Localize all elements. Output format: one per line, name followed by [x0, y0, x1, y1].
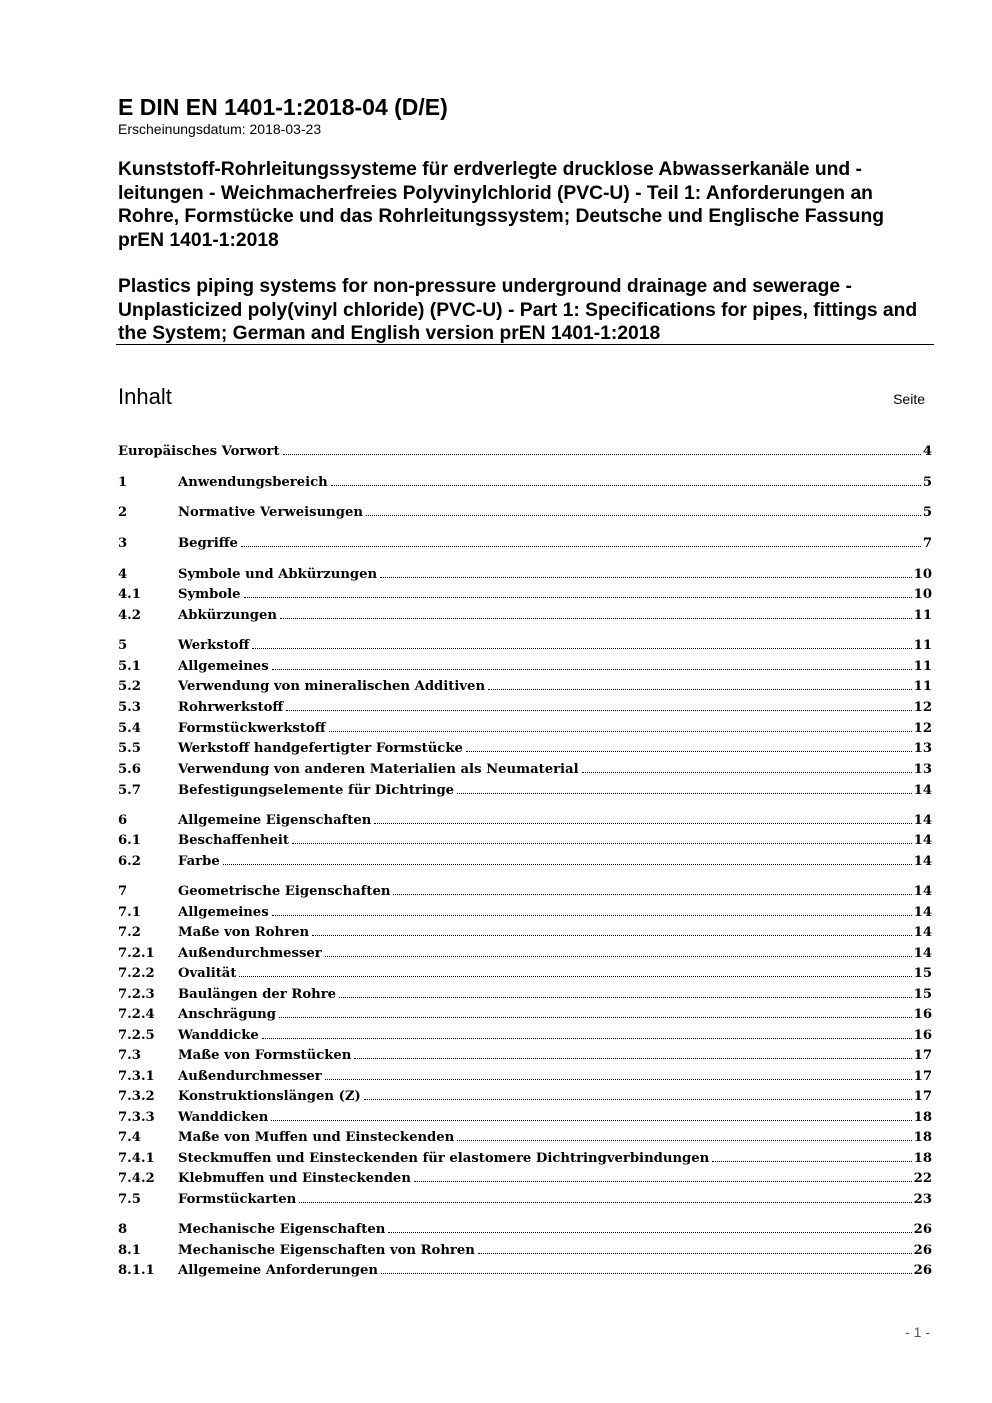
toc-entry-title: Wanddicke — [178, 1028, 259, 1043]
toc-entry[interactable] — [118, 849, 932, 869]
toc-entry-page: 14 — [913, 813, 932, 828]
toc-entry-title: Klebmuffen und Einsteckenden — [178, 1171, 411, 1186]
toc-entry-page: 16 — [913, 1028, 932, 1043]
toc-entry[interactable] — [118, 439, 932, 459]
toc-entry-page: 14 — [913, 854, 932, 869]
toc-entry-title: Abkürzungen — [178, 608, 277, 623]
toc-entry-number: 8 — [118, 1222, 128, 1237]
toc-entry[interactable] — [118, 1043, 932, 1063]
toc-entry[interactable] — [118, 1217, 932, 1237]
toc-leader-dots — [244, 596, 912, 598]
toc-entry-title: Verwendung von mineralischen Additiven — [178, 679, 486, 694]
toc-entry-number: 5.6 — [118, 762, 141, 777]
toc-entry[interactable] — [118, 757, 932, 777]
toc-leader-dots — [374, 822, 911, 824]
toc-leader-dots — [414, 1180, 912, 1182]
toc-entry[interactable] — [118, 1002, 932, 1022]
toc-entry-page: 15 — [913, 966, 932, 981]
title-german: Kunststoff-Rohrleitungssysteme für erdverlegte drucklose Abwasserkanäle und -leitungen - Weichmacherfreies Polyvinylchlorid (PVC-U) - Teil 1: Anforderungen an Rohre, Formstücke und das Rohrleitungssystem; Deutsche und Englische Fassung prEN 1401-1:2018 — [118, 159, 885, 251]
toc-entry-title: Steckmuffen und Einsteckenden für elastomere Dichtringverbindungen — [178, 1151, 710, 1166]
toc-entry-page: 18 — [913, 1130, 932, 1145]
toc-entry-page: 14 — [913, 905, 932, 920]
toc-entry-number: 7.2 — [118, 925, 141, 940]
toc-entry-title: Außendurchmesser — [178, 1069, 322, 1084]
toc-entry-title: Befestigungselemente für Dichtringe — [178, 783, 455, 798]
toc-entry-title: Symbole und Abkürzungen — [178, 567, 378, 582]
toc-entry[interactable] — [118, 674, 932, 694]
toc-entry-page: 11 — [913, 608, 932, 623]
toc-entry-number: 8.1.1 — [118, 1263, 155, 1278]
toc-entry-page: 13 — [913, 762, 932, 777]
toc-entry[interactable] — [118, 531, 932, 551]
toc-entry-number: 7.3.3 — [118, 1110, 155, 1125]
toc-entry-page: 13 — [913, 741, 932, 756]
toc-leader-dots — [280, 617, 912, 619]
toc-leader-dots — [292, 842, 912, 844]
toc-entry-page: 7 — [922, 536, 932, 551]
toc-entry-page: 26 — [913, 1222, 932, 1237]
toc-entry-title: Verwendung von anderen Materialien als Neumaterial — [178, 762, 579, 777]
toc-entry-page: 18 — [913, 1151, 932, 1166]
toc-entry-page: 5 — [922, 505, 932, 520]
toc-entry-page: 14 — [913, 946, 932, 961]
toc-entry-page: 5 — [922, 475, 932, 490]
toc-entry-number: 6.1 — [118, 833, 141, 848]
toc-entry[interactable] — [118, 808, 932, 828]
toc-entry-number: 4.1 — [118, 587, 141, 602]
toc-entry[interactable] — [118, 1166, 932, 1186]
toc-entry[interactable] — [118, 982, 932, 1002]
toc-leader-dots — [381, 1272, 912, 1274]
toc-entry-title: Europäisches Vorwort — [118, 444, 280, 459]
toc-entry-title: Allgemeines — [178, 659, 269, 674]
toc-entry[interactable] — [118, 1146, 932, 1166]
toc-entry-title: Begriffe — [178, 536, 238, 551]
toc-entry[interactable] — [118, 562, 932, 582]
toc-entry-number: 5.3 — [118, 700, 141, 715]
toc-entry[interactable] — [118, 828, 932, 848]
toc-entry-page: 14 — [913, 884, 932, 899]
toc-entry-number: 7.3.2 — [118, 1089, 155, 1104]
toc-entry-title: Rohrwerkstoff — [178, 700, 284, 715]
toc-entry[interactable] — [118, 1023, 932, 1043]
toc-entry[interactable] — [118, 900, 932, 920]
toc-entry-title: Mechanische Eigenschaften von Rohren — [178, 1243, 475, 1258]
toc-entry-title: Allgemeine Eigenschaften — [178, 813, 372, 828]
toc-leader-dots — [272, 668, 912, 670]
toc-entry-title: Anwendungsbereich — [178, 475, 328, 490]
toc-entry-number: 8.1 — [118, 1243, 141, 1258]
toc-entry[interactable] — [118, 1084, 932, 1104]
toc-entry-number: 7.4.1 — [118, 1151, 155, 1166]
toc-entry-title: Beschaffenheit — [178, 833, 290, 848]
toc-entry-page: 11 — [913, 659, 932, 674]
toc-leader-dots — [380, 576, 912, 578]
toc-entry[interactable] — [118, 1187, 932, 1207]
toc-entry[interactable] — [118, 736, 932, 756]
toc-entry-title: Werkstoff handgefertigter Formstücke — [178, 741, 463, 756]
toc-entry[interactable] — [118, 695, 932, 715]
toc-entry-number: 7.4.2 — [118, 1171, 155, 1186]
toc-leader-dots — [712, 1160, 911, 1162]
toc-leader-dots — [325, 1078, 912, 1080]
toc-entry-page: 26 — [913, 1243, 932, 1258]
toc-entry-number: 7.2.4 — [118, 1007, 155, 1022]
toc-entry[interactable] — [118, 920, 932, 940]
toc-entry-page: 10 — [913, 567, 932, 582]
toc-entry-page: 14 — [913, 833, 932, 848]
toc-leader-dots — [364, 1098, 912, 1100]
toc-leader-dots — [272, 914, 912, 916]
toc-leader-dots — [279, 1016, 912, 1018]
toc-leader-dots — [466, 750, 912, 752]
toc-entry-page: 18 — [913, 1110, 932, 1125]
toc-leader-dots — [339, 996, 912, 998]
toc-entry-page: 12 — [913, 700, 932, 715]
toc-entry-title: Formstückwerkstoff — [178, 721, 326, 736]
toc-page-column-label: Seite — [893, 391, 925, 407]
toc-entry-title: Normative Verweisungen — [178, 505, 363, 520]
toc-entry-page: 16 — [913, 1007, 932, 1022]
toc-entry[interactable] — [118, 582, 932, 602]
toc-entry-number: 7.4 — [118, 1130, 141, 1145]
toc-entry-title: Außendurchmesser — [178, 946, 322, 961]
toc-entry-title: Formstückarten — [178, 1192, 297, 1207]
toc-entry-page: 12 — [913, 721, 932, 736]
toc-leader-dots — [366, 514, 921, 516]
toc-leader-dots — [299, 1201, 911, 1203]
toc-entry-title: Ovalität — [178, 966, 237, 981]
toc-entry-number: 7.3 — [118, 1048, 141, 1063]
toc-entry-title: Symbole — [178, 587, 241, 602]
page-number: - 1 - — [905, 1324, 930, 1340]
toc-entry-page: 17 — [913, 1048, 932, 1063]
toc-entry-number: 5 — [118, 638, 128, 653]
toc-entry-number: 5.5 — [118, 741, 141, 756]
toc-entry-page: 14 — [913, 925, 932, 940]
toc-entry-title: Maße von Rohren — [178, 925, 310, 940]
toc-entry-title: Werkstoff — [178, 638, 250, 653]
toc-leader-dots — [241, 545, 921, 547]
toc-entry-title: Allgemeine Anforderungen — [178, 1263, 378, 1278]
toc-entry-title: Geometrische Eigenschaften — [178, 884, 391, 899]
toc-leader-dots — [457, 1139, 911, 1141]
toc-heading: Inhalt — [118, 384, 172, 409]
toc-entry[interactable] — [118, 1125, 932, 1145]
toc-leader-dots — [312, 934, 912, 936]
toc-entry-number: 6.2 — [118, 854, 141, 869]
toc-entry-title: Baulängen der Rohre — [178, 987, 337, 1002]
toc-entry[interactable] — [118, 1064, 932, 1084]
toc-entry-page: 10 — [913, 587, 932, 602]
toc-leader-dots — [286, 709, 911, 711]
toc-leader-dots — [271, 1119, 911, 1121]
toc-entry-title: Mechanische Eigenschaften — [178, 1222, 386, 1237]
toc-entry-title: Wanddicken — [178, 1110, 269, 1125]
toc-entry-number: 5.2 — [118, 679, 141, 694]
toc-entry[interactable] — [118, 1238, 932, 1258]
toc-entry-number: 3 — [118, 536, 128, 551]
toc-entry-page: 26 — [913, 1263, 932, 1278]
toc-entry-number: 4.2 — [118, 608, 141, 623]
toc-leader-dots — [354, 1057, 911, 1059]
toc-entry-page: 11 — [913, 679, 932, 694]
document-title: E DIN EN 1401-1:2018-04 (D/E) — [118, 94, 448, 120]
toc-entry-number: 5.7 — [118, 783, 141, 798]
toc-entry-title: Anschrägung — [178, 1007, 276, 1022]
toc-leader-dots — [325, 955, 912, 957]
toc-leader-dots — [393, 893, 911, 895]
toc-entry-number: 7.2.5 — [118, 1028, 155, 1043]
toc-entry-number: 7.3.1 — [118, 1069, 155, 1084]
toc-leader-dots — [582, 771, 912, 773]
toc-entry[interactable] — [118, 500, 932, 520]
toc-leader-dots — [388, 1231, 911, 1233]
toc-entry-title: Allgemeines — [178, 905, 269, 920]
toc-entry-page: 23 — [913, 1192, 932, 1207]
toc-entry-number: 1 — [118, 475, 128, 490]
toc-entry-number: 5.1 — [118, 659, 141, 674]
toc-entry-number: 2 — [118, 505, 128, 520]
toc-entry[interactable] — [118, 1105, 932, 1125]
toc-entry[interactable] — [118, 961, 932, 981]
toc-entry-number: 7.2.3 — [118, 987, 155, 1002]
publication-date: Erscheinungsdatum: 2018-03-23 — [118, 121, 322, 137]
toc-entry-number: 7 — [118, 884, 128, 899]
toc-entry-number: 5.4 — [118, 721, 141, 736]
toc-entry[interactable] — [118, 470, 932, 490]
toc-entry-page: 11 — [913, 638, 932, 653]
toc-entry-number: 7.1 — [118, 905, 141, 920]
toc-leader-dots — [223, 863, 912, 865]
toc-entry[interactable] — [118, 654, 932, 674]
toc-entry[interactable] — [118, 941, 932, 961]
toc-entry[interactable] — [118, 716, 932, 736]
toc-entry-page: 14 — [913, 783, 932, 798]
toc-entry[interactable] — [118, 633, 932, 653]
toc-entry-title: Farbe — [178, 854, 220, 869]
toc-entry-number: 7.5 — [118, 1192, 141, 1207]
toc-entry-title: Maße von Muffen und Einsteckenden — [178, 1130, 455, 1145]
toc-entry[interactable] — [118, 1258, 932, 1278]
toc-leader-dots — [329, 730, 912, 732]
toc-leader-dots — [252, 647, 911, 649]
toc-leader-dots — [478, 1252, 912, 1254]
toc-entry-number: 6 — [118, 813, 128, 828]
toc-entry-page: 17 — [913, 1069, 932, 1084]
title-divider — [116, 344, 934, 345]
title-english: Plastics piping systems for non-pressure underground drainage and sewerage - Unplasticized poly(vinyl chloride) (PVC-U) - Part 1: Specifications for pipes, fittings and the System; German and English version prEN 1401-1:2018 — [118, 276, 918, 344]
toc-entry-title: Maße von Formstücken — [178, 1048, 352, 1063]
toc-entry-page: 15 — [913, 987, 932, 1002]
toc-leader-dots — [239, 975, 911, 977]
toc-leader-dots — [331, 484, 921, 486]
toc-entry-page: 22 — [913, 1171, 932, 1186]
toc-leader-dots — [488, 688, 912, 690]
toc-leader-dots — [457, 792, 912, 794]
toc-entry-title: Konstruktionslängen (Z) — [178, 1089, 361, 1104]
toc-entry-page: 4 — [922, 444, 932, 459]
toc-entry[interactable] — [118, 879, 932, 899]
toc-entry[interactable] — [118, 778, 932, 798]
toc-leader-dots — [283, 453, 921, 455]
toc-entry[interactable] — [118, 603, 932, 623]
toc-entry-number: 7.2.2 — [118, 966, 155, 981]
toc-entry-number: 4 — [118, 567, 128, 582]
toc-leader-dots — [262, 1037, 912, 1039]
toc-entry-number: 7.2.1 — [118, 946, 155, 961]
toc-entry-page: 17 — [913, 1089, 932, 1104]
